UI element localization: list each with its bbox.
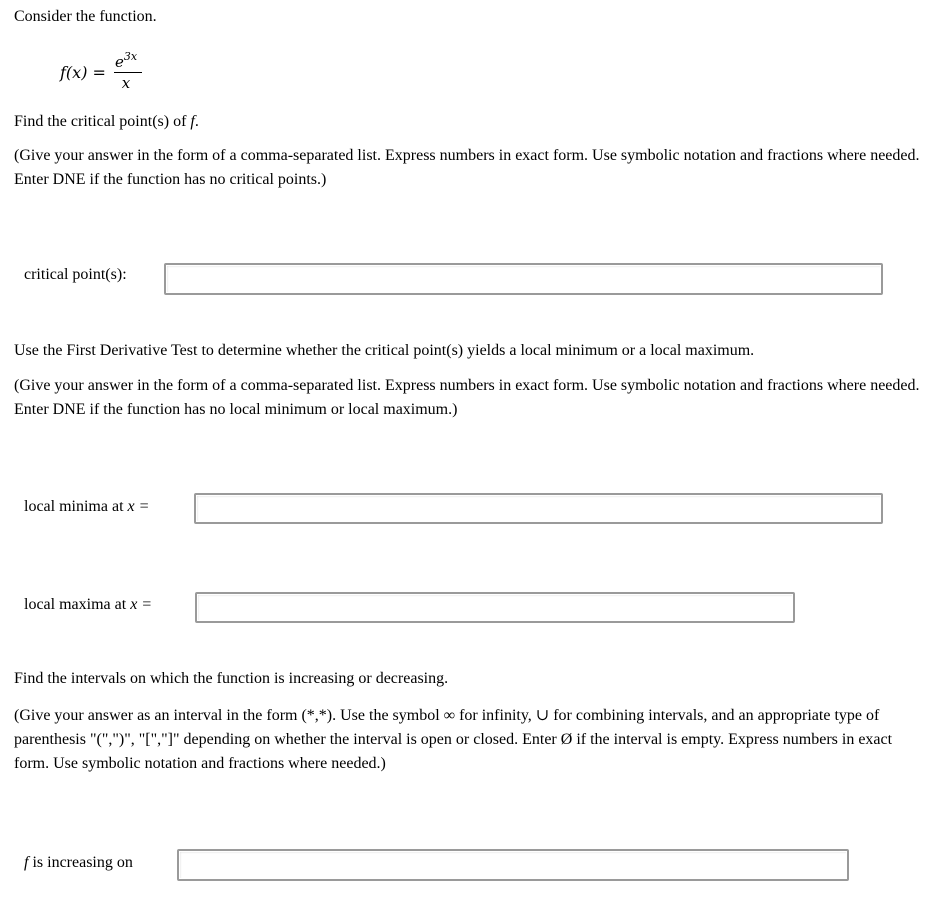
intro-text: Consider the function.	[14, 8, 157, 25]
local-minima-input[interactable]	[196, 495, 881, 522]
function-denominator: x	[121, 74, 131, 92]
critical-label: critical point(s):	[24, 266, 127, 283]
critical-input[interactable]	[166, 265, 881, 293]
intervals-instructions: (Give your answer as an interval in the form (*,*). Use the symbol ∞ for infinity, ∪ for combining intervals, and an appropriate type of parenthesis "(",")", "[","]" depending on whether the interval is open or closed. Enter Ø if the interval is empty. Express numbers in exact form. Use symbolic notation and fractions where needed.)	[14, 707, 893, 772]
local-maxima-label: local maxima at x =	[24, 596, 153, 613]
increasing-label: f is increasing on	[24, 854, 133, 871]
fraction-bar	[114, 72, 142, 73]
critical-instructions: (Give your answer in the form of a comma-separated list. Express numbers in exact form. Use symbolic notation and fractions where needed. Enter DNE if the function has no critical points.)	[14, 147, 920, 188]
function-numerator: $e^{3x}$	[114, 50, 138, 71]
local-minima-label: local minima at x =	[24, 498, 150, 515]
critical-answer-box[interactable]	[164, 263, 883, 295]
intervals-prompt: Find the intervals on which the function is increasing or decreasing.	[14, 670, 449, 687]
local-maxima-answer-box[interactable]	[195, 592, 795, 623]
function-lhs: f(x) =	[60, 63, 106, 82]
extrema-instructions: (Give your answer in the form of a comma-separated list. Express numbers in exact form. Use symbolic notation and fractions where needed. Enter DNE if the function has no local minimum or local maximum.)	[14, 377, 920, 418]
increasing-answer-box[interactable]	[177, 849, 849, 881]
function-fraction	[106, 50, 146, 98]
local-minima-answer-box[interactable]	[194, 493, 883, 524]
local-maxima-input[interactable]	[197, 594, 793, 621]
extrema-prompt: Use the First Derivative Test to determine whether the critical point(s) yields a local minimum or a local maximum.	[14, 342, 755, 359]
increasing-input[interactable]	[179, 851, 847, 879]
critical-prompt: Find the critical point(s) of f.	[14, 113, 199, 130]
